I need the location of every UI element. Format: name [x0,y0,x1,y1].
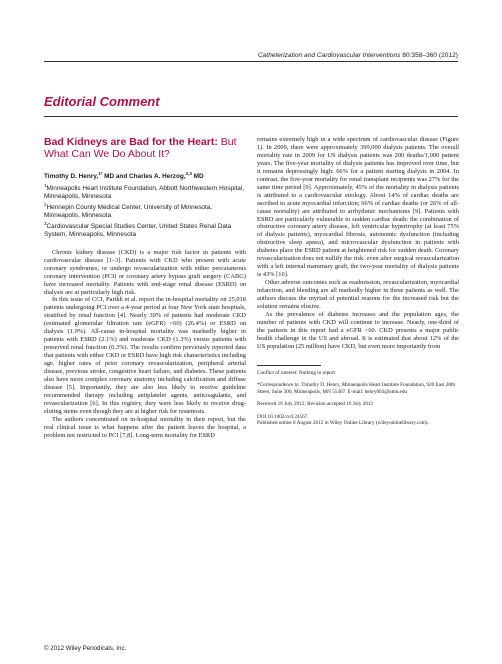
author-sup: 1 [98,170,101,176]
affiliation [44,201,246,220]
footnote-rule [257,365,321,366]
affiliation-text: Minneapolis Heart Institute Foundation, Abbott Northwestern Hospital, Minneapolis, Minnesota [44,185,245,200]
correspondence: *Correspondence to: Timothy D. Henry, Minneapolis Heart Institute Foundation, 920 East 28th Street, Suite 300, Minneapolis, MN 55407. E-mail: henry003@umn.edu [257,382,455,395]
received-dates: Received 16 July 2012; Revision accepted 16 July 2012 [257,401,374,408]
affiliation [44,220,246,239]
paragraph: Other adverse outcomes such as readmission, revascularization, myocardial infarction, and bleeding are all markedly higher in these patients as well. The authors discuss the myriad of potential reasons for the increased risk but the solution remains elusive. [257,279,459,311]
affiliation-number: 2 [44,201,47,207]
right-column [257,136,459,427]
paragraph: The authors concentrated on in-hospital mortality in their report, but the real clinical issue is what happens after the patient leaves the hospital, a problem not restricted to PCI [7,8]. Long-term mortality for ESRD [44,415,246,439]
journal-header [44,52,458,59]
paragraph: Chronic kidney disease (CKD) is a major risk factor in patients with cardiovascular disease [1–3]. Patients with CKD who present with acute coronary syndromes, or undergo revascularization with either percutaneous coronary intervention (PCI) or coronary artery bypass graft surgery (CABG) have increased mortality. Patients with end-stage renal disease (ESRD) on dialysis are at particularly high risk. [44,248,246,296]
header-rule [44,61,458,62]
journal-name: Catheterization and Cardiovascular Interventions [257,52,401,59]
journal-pages: 80:358–360 (2012) [402,52,458,59]
left-column [44,136,246,440]
author-henry: Timothy D. Henry, [44,172,99,180]
author-sup: 2,3 [185,170,192,176]
published-online: Published online 8 August 2012 in Wiley Online Library (wileyonlinelibrary.com). [257,420,429,427]
affiliation-text: Hennepin County Medical Center, University of Minnesota, Minneapolis, Minnesota [44,204,213,219]
paragraph: In this issue of CCI, Parikh et al. report the in-hospital mortality on 25,018 patients undergoing PCI over a 4-year period at four New York state hospitals, stratified by renal function [4]. Nearly 30% of patients had moderate CKD (estimated glomerular filtration rate (eGFR) <60) (26.4%) or ESRD on dialysis (1.9%). All-cause in-hospital mortality was markedly higher in patients with ESRD (2.1%) and moderate CKD (1.3%) versus patients with preserved renal function (0.3%). The results confirm previously reported data that patients with either CKD or ESRD have high risk characteristics including age, higher rates of prior coronary revascularization, peripheral arterial disease, previous stroke, congestive heart failure, and diabetes. These patients also have more complex coronary anatomy including calcification and diffuse disease [5]. Importantly, they are also less likely to receive guideline recommended therapy including antiplatelet agents, anticoagulants, and revascularization [6]. In this registry, they were less likely to receive drug-eluting stents even though they are at higher risk for restenosis. [44,296,246,415]
affiliation-number: 3 [44,220,47,226]
author-herzog: and Charles A. Herzog, [114,172,186,180]
author-line [44,170,246,181]
affiliation [44,182,246,201]
degree: MD [191,172,204,180]
paragraph: As the prevalence of diabetes increases and the population ages, the number of patients with CKD will continue to increase. Nearly, one-third of the patients in this report had a eGFR <60. CKD presents a major public health challenge in the US and abroad. It is estimated that about 12% of the US population (25 million) have CKD, but even more importantly from [257,310,459,350]
degree: MD [102,172,115,180]
title-rest: But What Can We Do About It? [44,136,237,161]
footnotes [257,365,459,427]
copyright: © 2012 Wiley Periodicals, Inc. [44,645,127,652]
affiliation-number: 1 [44,182,47,188]
title-bold: Bad Kidneys are Bad for the Heart: [44,136,218,148]
body-text-right [257,136,459,351]
body-text-left [44,249,246,440]
doi: DOI 10.1002/ccd.24567 [257,413,308,420]
section-rule [44,116,458,117]
conflict-statement: Conflict of interest: Nothing to report. [257,369,337,376]
section-label: Editorial Comment [44,94,160,109]
corresponding-star: * [100,170,103,176]
article-title [44,136,246,161]
paragraph: remains extremely high in a wide spectrum of cardiovascular disease (Figure 1). In 2009, there were approximately 399,000 dialysis patients. The overall mortality rate in 2009 for US dialysis patients was 200 deaths/1,000 patient years. The five-year mortality of dialysis patients has improved over time, but it remains depressingly high: 66% for a patient starting dialysis in 2004. In contrast, the five-year mortality for renal transplant recipients was 27% for the same time period [9]. Approximately, 45% of the mortality in dialysis patients is attributed to a cardiovascular etiology. About 14% of cardiac deaths are ascribed to acute myocardial infarction; 66% of cardiac deaths (or 26% of all-cause mortality) are attributed to arrhythmic mechanisms [9]. Patients with ESRD are particularly vulnerable to sudden cardiac death: the combination of obstructive coronary artery disease, left ventricular hypertrophy (at least 75% of dialysis patients), myocardial fibrosis, autonomic dysfunction (including obstructive sleep apnea), and microvascular dysfunction in patients with diabetes place the ESRD patient at heightened risk for sudden death. Coronary revascularization does not nullify the risk: even after surgical revascularization with a left internal mammary graft, the two-year mortality of dialysis patients is 43% [10]. [257,136,459,279]
affiliation-text: Cardiovascular Special Studies Center, United States Renal Data System, Minneapolis, Minnesota [44,222,232,238]
